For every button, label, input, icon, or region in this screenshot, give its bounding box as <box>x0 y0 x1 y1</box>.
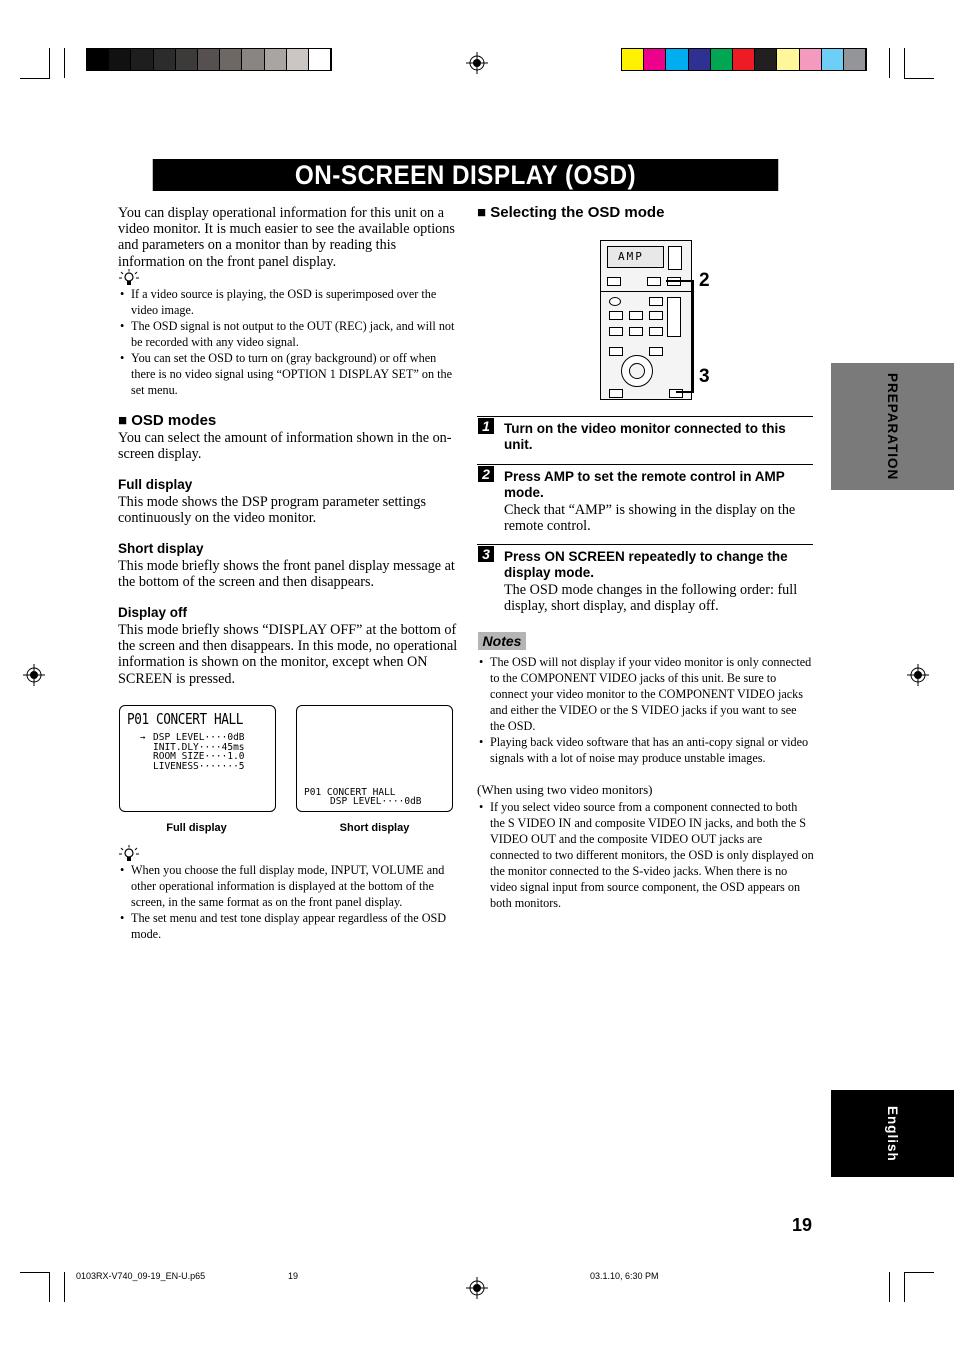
registration-mark-icon <box>23 664 45 686</box>
calibration-swatch <box>711 49 733 70</box>
remote-display-text: AMP <box>618 250 644 263</box>
crop-mark <box>904 48 905 78</box>
display-off-heading: Display off <box>118 605 188 620</box>
calibration-swatch <box>109 49 131 70</box>
callout-2: 2 <box>699 270 710 291</box>
full-screen-line: DSP LEVEL····0dB <box>153 732 245 743</box>
callout-line <box>692 282 694 393</box>
step-title: Press ON SCREEN repeatedly to change the display mode. <box>504 549 788 580</box>
tip1-item: • You can set the OSD to turn on (gray background) or off when there is no video signal using “OPTION 1 DISPLAY SET” on the set menu. <box>118 350 458 398</box>
full-screen-line: ROOM SIZE····1.0 <box>153 751 245 762</box>
color-calibration-bars <box>621 48 867 71</box>
notes-item: • The OSD will not display if your video monitor is only connected to the COMPONENT VIDEO jacks of this unit. Be sure to connect your video monitor to the COMPONENT VIDEO jacks and either the VIDEO or the S VIDEO jacks if you want to see the OSD. <box>477 654 814 734</box>
crop-mark <box>64 48 65 78</box>
calibration-swatch <box>309 49 331 70</box>
osd-modes-heading: ■ OSD modes <box>118 412 217 429</box>
preparation-tab-label: PREPARATION <box>885 372 900 481</box>
calibration-swatch <box>733 49 755 70</box>
crop-mark <box>889 1272 890 1302</box>
crop-mark <box>20 78 50 79</box>
notes-label: Notes <box>478 632 526 650</box>
calibration-swatch <box>822 49 844 70</box>
short-display-heading: Short display <box>118 541 204 556</box>
full-display-text: This mode shows the DSP program parameter settings continuously on the video monitor. <box>118 494 427 527</box>
step-number: 2 <box>478 466 494 482</box>
remote-control-illustration <box>600 240 692 400</box>
page-number: 19 <box>792 1215 813 1235</box>
selecting-heading: ■ Selecting the OSD mode <box>477 204 665 221</box>
remote-display <box>607 246 664 268</box>
tip-lightbulb-icon <box>118 269 140 287</box>
remote-button <box>647 277 661 286</box>
footer-file: 0103RX-V740_09-19_EN-U.p65 <box>76 1271 206 1281</box>
osd-modes-text: You can select the amount of information shown in the on-screen display. <box>118 430 452 463</box>
short-display-caption: Short display <box>339 822 410 834</box>
short-display-screen <box>296 705 453 812</box>
calibration-swatch <box>800 49 822 70</box>
registration-mark-icon <box>907 664 929 686</box>
intro-paragraph: You can display operational information for this unit on a video monitor. It is much easier to see the available options and parameters on a monitor than by reading this information on the front panel display. <box>118 205 455 270</box>
registration-mark-icon <box>466 1277 488 1299</box>
english-tab-label: English <box>885 1105 900 1162</box>
calibration-swatch <box>176 49 198 70</box>
tip2-item: • When you choose the full display mode, INPUT, VOLUME and other operational information is displayed at the bottom of the screen, in the same format as on the front panel display. <box>118 862 458 910</box>
calibration-swatch <box>220 49 242 70</box>
calibration-swatch <box>287 49 309 70</box>
two-monitors-list <box>477 799 814 911</box>
tip1-item: • The OSD signal is not output to the OUT (REC) jack, and will not be recorded with any video signal. <box>118 318 458 350</box>
crop-mark <box>904 1272 905 1302</box>
selecting-heading-text: Selecting the OSD mode <box>490 204 665 221</box>
calibration-swatch <box>622 49 644 70</box>
callout-line <box>666 280 694 282</box>
footer-page: 19 <box>288 1271 299 1281</box>
short-screen-line1: P01 CONCERT HALL <box>304 787 396 798</box>
crop-mark <box>64 1272 65 1302</box>
crop-mark <box>889 48 890 78</box>
calibration-swatch <box>242 49 264 70</box>
gray-calibration-bars <box>86 48 332 71</box>
two-monitors-heading: (When using two video monitors) <box>477 782 653 797</box>
calibration-swatch <box>689 49 711 70</box>
step-title: Turn on the video monitor connected to this unit. <box>504 421 786 452</box>
short-screen-line2: DSP LEVEL····0dB <box>330 796 422 807</box>
tip2-item: • The set menu and test tone display appear regardless of the OSD mode. <box>118 910 458 942</box>
full-display-caption: Full display <box>166 822 227 834</box>
full-screen-line: INIT.DLY····45ms <box>153 741 245 753</box>
step-number: 3 <box>478 546 494 562</box>
crop-mark <box>49 48 50 78</box>
calibration-swatch <box>198 49 220 70</box>
page-title: ON-SCREEN DISPLAY (OSD) <box>153 159 779 191</box>
calibration-swatch <box>844 49 866 70</box>
preparation-tab <box>831 363 954 490</box>
full-screen-line: LIVENESS·······5 <box>153 760 245 772</box>
registration-mark-icon <box>466 52 488 74</box>
notes-list <box>477 654 814 766</box>
calibration-swatch <box>265 49 287 70</box>
remote-button <box>607 277 621 286</box>
crop-mark <box>904 78 934 79</box>
notes-item: • Playing back video software that has an anti-copy signal or video signals with a lot of noise may produce unstable images. <box>477 734 814 766</box>
calibration-swatch <box>777 49 799 70</box>
short-display-text: This mode briefly shows the front panel display message at the bottom of the screen and then disappears. <box>118 558 455 591</box>
full-screen-lines <box>153 733 245 771</box>
calibration-swatch <box>154 49 176 70</box>
crop-mark <box>49 1272 50 1302</box>
tip1-item: • If a video source is playing, the OSD is superimposed over the video image. <box>118 286 458 318</box>
full-display-screen: P01 CONCERT HALL → DSP LEVEL····0dB INIT.DLY····45ms ROOM SIZE····1.0 LIVENESS·······5 <box>119 705 276 812</box>
calibration-swatch <box>666 49 688 70</box>
osd-modes-heading-text: OSD modes <box>131 412 217 429</box>
calibration-swatch <box>644 49 666 70</box>
step-number: 1 <box>478 418 494 434</box>
tip-lightbulb-icon <box>118 845 140 863</box>
tip2-list <box>118 862 458 942</box>
step-text: The OSD mode changes in the following order: full display, short display, and display off. <box>504 582 798 615</box>
step-text: Check that “AMP” is showing in the display on the remote control. <box>504 502 796 535</box>
full-screen-title: P01 CONCERT HALL <box>127 710 244 728</box>
step-title: Press AMP to set the remote control in AMP mode. <box>504 469 785 500</box>
calibration-swatch <box>131 49 153 70</box>
full-display-heading: Full display <box>118 477 193 492</box>
footer-date: 03.1.10, 6:30 PM <box>590 1271 659 1281</box>
tip1-list <box>118 286 458 398</box>
crop-mark <box>20 1272 50 1273</box>
display-off-text: This mode briefly shows “DISPLAY OFF” at the bottom of the screen and then disappears. In this mode, no operational information is shown on the monitor, except when ON SCREEN is pressed. <box>118 622 458 687</box>
callout-3: 3 <box>699 366 710 387</box>
calibration-swatch <box>755 49 777 70</box>
remote-select-button <box>668 246 682 270</box>
crop-mark <box>904 1272 934 1273</box>
two-monitors-item: • If you select video source from a component connected to both the S VIDEO IN and composite VIDEO IN jacks, and both the S VIDEO OUT and the composite VIDEO OUT jacks are connected to two different monitors, the OSD is only displayed on the monitor connected to the S-video jacks. When there is no video signal input from source component, the OSD appears on both monitors. <box>477 799 814 911</box>
calibration-swatch <box>87 49 109 70</box>
english-tab <box>831 1090 954 1177</box>
